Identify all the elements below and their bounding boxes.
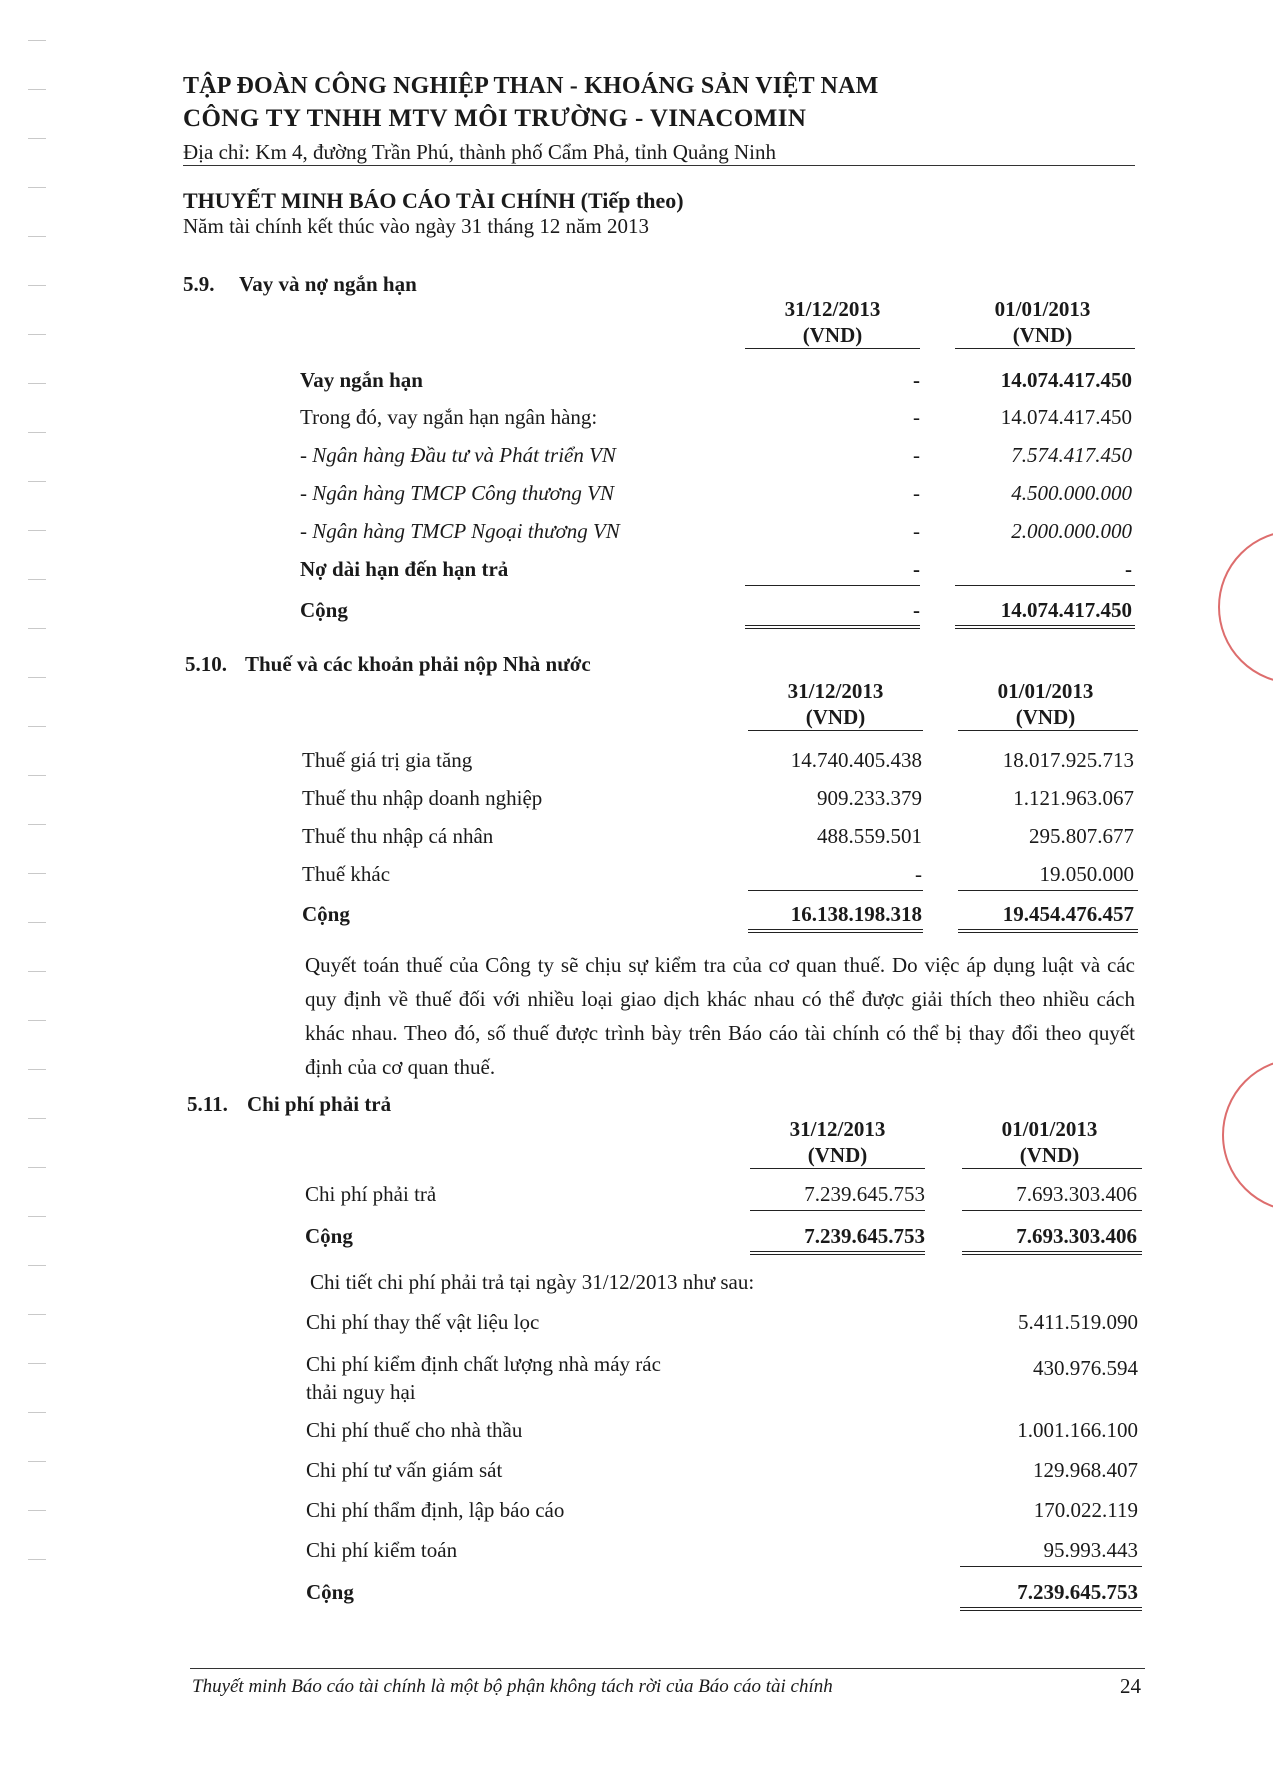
row-label: - Ngân hàng Đầu tư và Phát triển VN	[300, 443, 616, 467]
subtotal-rule	[962, 1210, 1142, 1211]
col-date: 31/12/2013	[789, 1117, 886, 1141]
value-prior: 7.693.303.406	[1016, 1182, 1137, 1206]
total-double-rule	[958, 929, 1138, 933]
value-prior: 18.017.925.713	[1002, 748, 1134, 772]
col-header-current	[748, 678, 923, 730]
value: 129.968.407	[1033, 1458, 1138, 1482]
value: 1.001.166.100	[1017, 1418, 1138, 1442]
value-current: -	[913, 443, 920, 467]
value-current: 16.138.198.318	[790, 902, 922, 926]
company-seal-stamp	[1218, 530, 1273, 684]
row-label: - Ngân hàng TMCP Công thương VN	[300, 481, 614, 505]
value-prior: 19.454.476.457	[1002, 902, 1134, 926]
value-current: -	[913, 368, 920, 392]
value: 7.239.645.753	[1017, 1580, 1138, 1604]
subtotal-rule	[750, 1210, 925, 1211]
value-current: 14.740.405.438	[790, 748, 922, 772]
col-underline	[750, 1168, 925, 1169]
row-label: Cộng	[306, 1580, 354, 1604]
col-date: 01/01/2013	[1001, 1117, 1098, 1141]
col-date: 31/12/2013	[787, 679, 884, 703]
value-prior: 14.074.417.450	[1000, 405, 1132, 429]
value-current: -	[913, 519, 920, 543]
row-label: Chi phí kiểm định chất lượng nhà máy rác	[306, 1352, 661, 1376]
subtotal-rule	[955, 585, 1135, 586]
total-double-rule	[748, 929, 923, 933]
total-double-rule	[960, 1607, 1142, 1611]
row-label: Chi phí kiểm toán	[306, 1538, 458, 1562]
section-5-11-title	[187, 1092, 391, 1117]
header-divider	[183, 165, 1135, 166]
col-header-prior	[962, 1116, 1137, 1168]
col-unit: (VND)	[1019, 1143, 1080, 1167]
row-label: Chi phí tư vấn giám sát	[306, 1458, 503, 1482]
value-current: 488.559.501	[817, 824, 922, 848]
col-underline	[745, 348, 920, 349]
value: 95.993.443	[1043, 1538, 1138, 1562]
reporting-period: Năm tài chính kết thúc vào ngày 31 tháng 12 năm 2013	[183, 214, 649, 238]
subtotal-rule	[748, 890, 923, 891]
section-5-10-title	[185, 652, 591, 677]
company-address: Địa chỉ: Km 4, đường Trần Phú, thành phố Cẩm Phả, tỉnh Quảng Ninh	[183, 140, 776, 164]
value-current: -	[913, 481, 920, 505]
footer-divider	[190, 1668, 1145, 1669]
value-prior: -	[1125, 557, 1132, 581]
value-prior: 14.074.417.450	[1000, 368, 1132, 392]
binding-marks	[28, 40, 48, 1680]
col-header-prior	[958, 678, 1133, 730]
detail-intro: Chi tiết chi phí phải trả tại ngày 31/12/2013 như sau:	[310, 1270, 755, 1294]
col-underline	[962, 1168, 1142, 1169]
row-label: Chi phí thay thế vật liệu lọc	[306, 1310, 540, 1334]
col-underline	[748, 730, 923, 731]
row-label: Thuế thu nhập doanh nghiệp	[302, 786, 543, 810]
value-current: -	[913, 405, 920, 429]
row-label: Cộng	[302, 902, 350, 926]
col-unit: (VND)	[805, 705, 866, 729]
col-date: 31/12/2013	[784, 297, 881, 321]
value-current: 909.233.379	[817, 786, 922, 810]
footer-note: Thuyết minh Báo cáo tài chính là một bộ phận không tách rời của Báo cáo tài chính	[192, 1676, 833, 1697]
value-prior: 19.050.000	[1039, 862, 1134, 886]
row-label: Chi phí thẩm định, lập báo cáo	[306, 1498, 565, 1522]
col-underline	[955, 348, 1135, 349]
value: 170.022.119	[1033, 1498, 1138, 1522]
value-prior: 14.074.417.450	[1000, 598, 1132, 622]
company-seal-stamp	[1222, 1058, 1273, 1212]
value-current: -	[913, 598, 920, 622]
value-prior: 1.121.963.067	[1013, 786, 1134, 810]
section-5-9-title	[183, 272, 417, 297]
col-underline	[958, 730, 1138, 731]
value-current: 7.239.645.753	[804, 1224, 925, 1248]
group-name: TẬP ĐOÀN CÔNG NGHIỆP THAN - KHOÁNG SẢN VIỆT NAM	[183, 73, 879, 99]
row-label: Cộng	[300, 598, 348, 622]
value-current: 7.239.645.753	[804, 1182, 925, 1206]
value-prior: 7.574.417.450	[1011, 443, 1132, 467]
value-prior: 4.500.000.000	[1011, 481, 1132, 505]
section-number: 5.10.	[185, 652, 227, 676]
col-header-current	[750, 1116, 925, 1168]
col-unit: (VND)	[807, 1143, 868, 1167]
row-label: Nợ dài hạn đến hạn trả	[300, 557, 509, 581]
total-double-rule	[745, 625, 920, 629]
value-current: -	[915, 862, 922, 886]
row-label: Chi phí thuế cho nhà thầu	[306, 1418, 523, 1442]
col-date: 01/01/2013	[994, 297, 1091, 321]
row-label: Vay ngắn hạn	[300, 368, 423, 392]
row-label: Cộng	[305, 1224, 353, 1248]
value: 430.976.594	[1033, 1356, 1138, 1380]
subtotal-rule	[745, 585, 920, 586]
total-double-rule	[955, 625, 1135, 629]
value-prior: 7.693.303.406	[1016, 1224, 1137, 1248]
section-heading: Thuế và các khoản phải nộp Nhà nước	[245, 652, 591, 676]
subtotal-rule	[960, 1566, 1142, 1567]
page-number: 24	[1120, 1674, 1141, 1698]
row-label: Thuế thu nhập cá nhân	[302, 824, 494, 848]
section-heading: Vay và nợ ngắn hạn	[239, 272, 417, 296]
row-label: Thuế giá trị gia tăng	[302, 748, 473, 772]
value-prior: 295.807.677	[1029, 824, 1134, 848]
row-label: Thuế khác	[302, 862, 391, 886]
col-unit: (VND)	[802, 323, 863, 347]
row-label: - Ngân hàng TMCP Ngoại thương VN	[300, 519, 620, 543]
total-double-rule	[962, 1251, 1142, 1255]
row-label-continued: thải nguy hại	[306, 1380, 416, 1404]
section-number: 5.9.	[183, 272, 215, 296]
row-label: Trong đó, vay ngắn hạn ngân hàng:	[300, 405, 598, 429]
col-unit: (VND)	[1015, 705, 1076, 729]
col-header-prior	[955, 296, 1130, 348]
col-unit: (VND)	[1012, 323, 1073, 347]
row-label: Chi phí phải trả	[305, 1182, 437, 1206]
col-header-current	[745, 296, 920, 348]
section-number: 5.11.	[187, 1092, 228, 1116]
subtotal-rule	[958, 890, 1138, 891]
value-current: -	[913, 557, 920, 581]
document-title: THUYẾT MINH BÁO CÁO TÀI CHÍNH (Tiếp theo)	[183, 188, 684, 213]
tax-note-paragraph: Quyết toán thuế của Công ty sẽ chịu sự kiểm tra của cơ quan thuế. Do việc áp dụng luật và các quy định về thuế đối với nhiều loại giao dịch khác nhau có thể được giải thích theo nhiều cách khác nhau. Theo đó, số thuế được trình bày trên Báo cáo tài chính có thể bị thay đổi theo quyết định của cơ quan thuế.	[305, 953, 1135, 1079]
company-name: CÔNG TY TNHH MTV MÔI TRƯỜNG - VINACOMIN	[183, 105, 807, 132]
col-date: 01/01/2013	[997, 679, 1094, 703]
total-double-rule	[750, 1251, 925, 1255]
value: 5.411.519.090	[1018, 1310, 1138, 1334]
value-prior: 2.000.000.000	[1011, 519, 1132, 543]
section-heading: Chi phí phải trả	[247, 1092, 392, 1116]
